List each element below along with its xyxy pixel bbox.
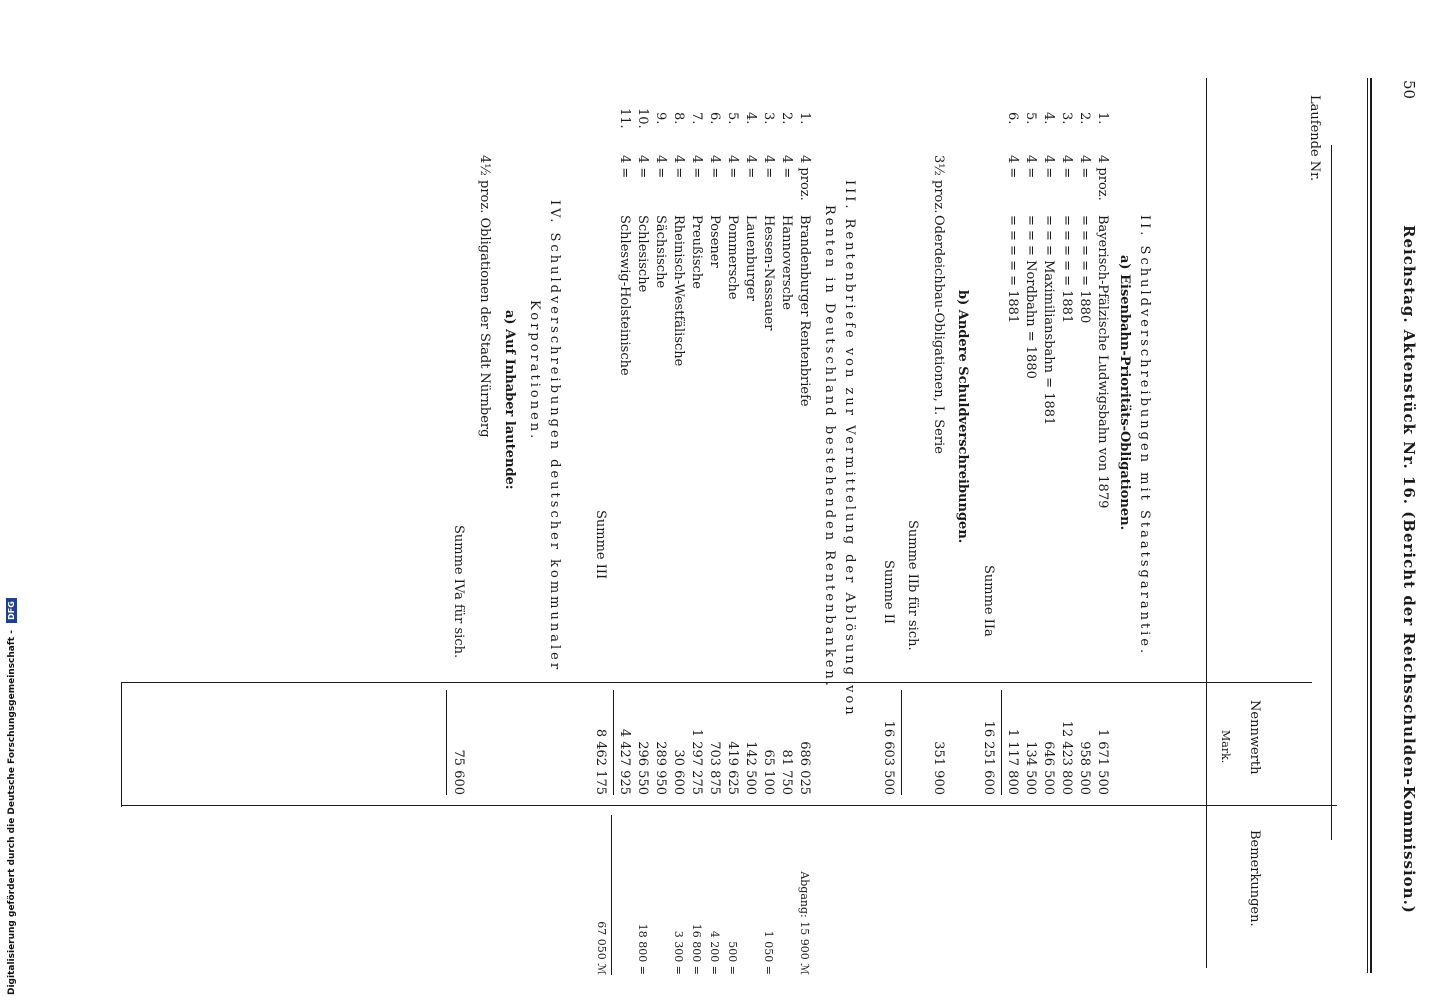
- sec3-row-value: 30 600: [671, 749, 686, 795]
- sec3-row-note: 18 800 =: [636, 923, 649, 975]
- sec3-row-value: 1 297 275: [689, 728, 704, 795]
- sec3-row-value: 686 025: [797, 741, 812, 795]
- sec2-row-rate: 4 =: [1059, 155, 1074, 179]
- sec2-row-value: 134 500: [1023, 741, 1038, 795]
- rule-sum-ii: [901, 690, 902, 795]
- sec3-row-rate: 4 =: [653, 155, 668, 179]
- sec3-row-rate: 4 =: [779, 155, 794, 179]
- sec2-row-nr: 5.: [1023, 112, 1038, 125]
- sec2-row-value: 12 423 800: [1059, 720, 1074, 795]
- sec2-a-title: a) Eisenbahn-Prioritäts-Obligationen.: [1117, 255, 1132, 531]
- sec3-row-rate: 4 =: [635, 155, 650, 179]
- sec3-row-nr: 6.: [707, 112, 722, 125]
- sec3-row-value: 65 100: [761, 749, 776, 795]
- sec2-row-rate: 4 =: [1077, 155, 1092, 179]
- sec3-row-note: 16 800 =: [690, 923, 703, 975]
- sec3-title-2: Renten in Deutschland bestehenden Rentenbanken.: [822, 205, 837, 689]
- sec3-row-nr: 11.: [617, 108, 632, 129]
- sec2-b-title: b) Andere Schuldverschreibungen.: [955, 290, 970, 544]
- sec3-row-value: 419 625: [725, 741, 740, 795]
- sec2-row-value: 646 500: [1041, 741, 1056, 795]
- sec3-row-value: 81 750: [779, 749, 794, 795]
- sec2-row-nr: 4.: [1041, 112, 1056, 125]
- col-bemerkungen: Bemerkungen.: [1247, 830, 1262, 927]
- sec2-title: II. Schuldverschreibungen mit Staatsgarantie.: [1137, 215, 1152, 657]
- sec2-row-text: = = = Maximiliansbahn = 1881: [1041, 215, 1056, 426]
- sec3-row-text: Schleswig-Holsteinische: [617, 215, 632, 376]
- sec4-a-title: a) Auf Inhaber lautende:: [502, 310, 517, 490]
- sec2-row-nr: 1.: [1095, 112, 1110, 125]
- sec4-value: 75 600: [451, 749, 466, 795]
- sec3-row-rate: 4 =: [707, 155, 722, 179]
- sec3-row-rate: 4 =: [671, 155, 686, 179]
- sec3-row-note: 3 300 =: [672, 930, 685, 975]
- sec3-row-text: Schlesische: [635, 215, 650, 293]
- sidebar-text: Digitalisierung gefördert durch die Deutsche Forschungsgemeinschaft -: [7, 630, 17, 995]
- sec4-sum-label: Summe IVa für sich.: [451, 525, 466, 659]
- sec2-sum-ii-value: 16 603 500: [881, 720, 896, 795]
- sec3-note-total: 67 050 ℳ: [595, 921, 608, 975]
- sec2-row-text: Bayerisch-Pfälzische Ludwigsbahn von 1879: [1095, 215, 1110, 509]
- sec3-row-rate: 4 =: [725, 155, 740, 179]
- sec3-row-note: 1 050 =: [762, 930, 775, 975]
- sec3-row-nr: 3.: [761, 112, 776, 125]
- sec2-row-rate: 4 =: [1005, 155, 1020, 179]
- sec3-row-text: Pommersche: [725, 215, 740, 300]
- sidebar: [6, 601, 20, 995]
- sec4-title-2: Korporationen.: [527, 300, 542, 442]
- sec2-row-nr: 6.: [1005, 112, 1020, 125]
- rule-top-2: [1367, 78, 1368, 973]
- sec2-row-value: 1 117 800: [1005, 728, 1020, 795]
- sec2-row-nr: 2.: [1077, 112, 1092, 125]
- sec3-row-note: 500 =: [726, 941, 739, 975]
- sec3-row-nr: 4.: [743, 112, 758, 125]
- rule-col-value: [122, 682, 1312, 683]
- sec3-row-rate: 4 proz.: [797, 155, 812, 201]
- sec3-row-text: Preußische: [689, 215, 704, 289]
- sec2-row-text: = = = = = 1880: [1077, 215, 1092, 324]
- col-nennwerth: Nennwerth: [1247, 700, 1262, 775]
- rule-sum-iii: [613, 690, 614, 795]
- sec4-row-text: 4½ proz. Obligationen der Stadt Nürnberg: [477, 155, 492, 438]
- sec3-row-value: 4 427 925: [617, 728, 632, 795]
- sec3-row-value: 142 500: [743, 741, 758, 795]
- sec3-row-value: 296 550: [635, 741, 650, 795]
- sec3-row-value: 289 950: [653, 741, 668, 795]
- sec3-row-text: Sächsische: [653, 215, 668, 289]
- page-header: Reichstag. Aktenstück Nr. 16. (Bericht der Reichsschulden-Kommission.): [1400, 225, 1418, 914]
- dfg-logo: DFG: [6, 598, 17, 623]
- sec3-row-text: Lauenburger: [743, 215, 758, 301]
- sec3-row-nr: 2.: [779, 112, 794, 125]
- rule-sum-iv: [446, 690, 447, 795]
- rule-header-bottom: [1331, 145, 1332, 840]
- sec3-row-nr: 8.: [671, 112, 686, 125]
- sec2-row-value: 1 671 500: [1095, 728, 1110, 795]
- sec3-row-text: Brandenburger Rentenbriefe: [797, 215, 812, 407]
- sec3-row-nr: 7.: [689, 112, 704, 125]
- rule-sum-a: [1001, 690, 1002, 795]
- sec3-row-nr: 9.: [653, 112, 668, 125]
- sec3-row-rate: 4 =: [617, 155, 632, 179]
- sec2-row-text: = = = Nordbahn = 1880: [1023, 215, 1038, 379]
- sec3-row-rate: 4 =: [743, 155, 758, 179]
- sec2-sum-a-label: Summe IIa: [981, 565, 996, 637]
- sec2-row-rate: 4 =: [1041, 155, 1056, 179]
- sec3-row-nr: 5.: [725, 112, 740, 125]
- sec2-sum-b-label: Summe IIb für sich.: [905, 520, 920, 651]
- rule-bottom: [121, 682, 122, 807]
- sec2-b-rate: 3½ proz.: [931, 155, 946, 214]
- sec2-row-rate: 4 =: [1023, 155, 1038, 179]
- sec2-row-text: = = = = = 1881: [1059, 215, 1074, 324]
- col-laufende: Laufende Nr.: [1307, 95, 1322, 182]
- sec3-row-note: 4 200 =: [708, 930, 721, 975]
- col-mark: Mark.: [1219, 730, 1232, 764]
- sec3-row-rate: 4 =: [761, 155, 776, 179]
- sec3-row-text: Posener: [707, 215, 722, 268]
- rule-note-total: [611, 815, 612, 975]
- sec4-title-1: IV. Schuldverschreibungen deutscher kommunaler: [547, 200, 562, 673]
- sec2-sum-a-value: 16 251 600: [981, 720, 996, 795]
- sec3-title-1: III. Rentenbriefe von zur Vermittelung der Ablösung von: [842, 180, 857, 718]
- sec3-row-nr: 10.: [635, 108, 650, 129]
- sec3-row-text: Rheinisch-Westfälische: [671, 215, 686, 367]
- sec2-row-rate: 4 proz.: [1095, 155, 1110, 201]
- sec3-row-text: Hannoversche: [779, 215, 794, 310]
- sec3-row-value: 703 875: [707, 741, 722, 795]
- sec2-row-value: 958 500: [1077, 741, 1092, 795]
- sec2-row-text: = = = = = 1881: [1005, 215, 1020, 324]
- sec2-b-text: Oderdeichbau-Obligationen, I. Serie: [931, 215, 946, 454]
- sec2-b-value: 351 900: [931, 741, 946, 795]
- rule-header-left: [1206, 78, 1207, 968]
- sec3-sum-label: Summe III: [593, 510, 608, 580]
- sec3-row-text: Hessen-Nassauer: [761, 215, 776, 331]
- page-number: 50: [1400, 80, 1418, 100]
- rule-top-1: [1370, 78, 1372, 973]
- sec3-row-rate: 4 =: [689, 155, 704, 179]
- sec3-row-nr: 1.: [797, 112, 812, 125]
- sec3-row-note: Abgang: 15 900 ℳ: [798, 871, 811, 975]
- rule-col-remarks: [122, 805, 1337, 806]
- sec3-sum-value: 8 462 175: [593, 728, 608, 795]
- sec2-row-nr: 3.: [1059, 112, 1074, 125]
- sec2-sum-ii-label: Summe II: [881, 560, 896, 625]
